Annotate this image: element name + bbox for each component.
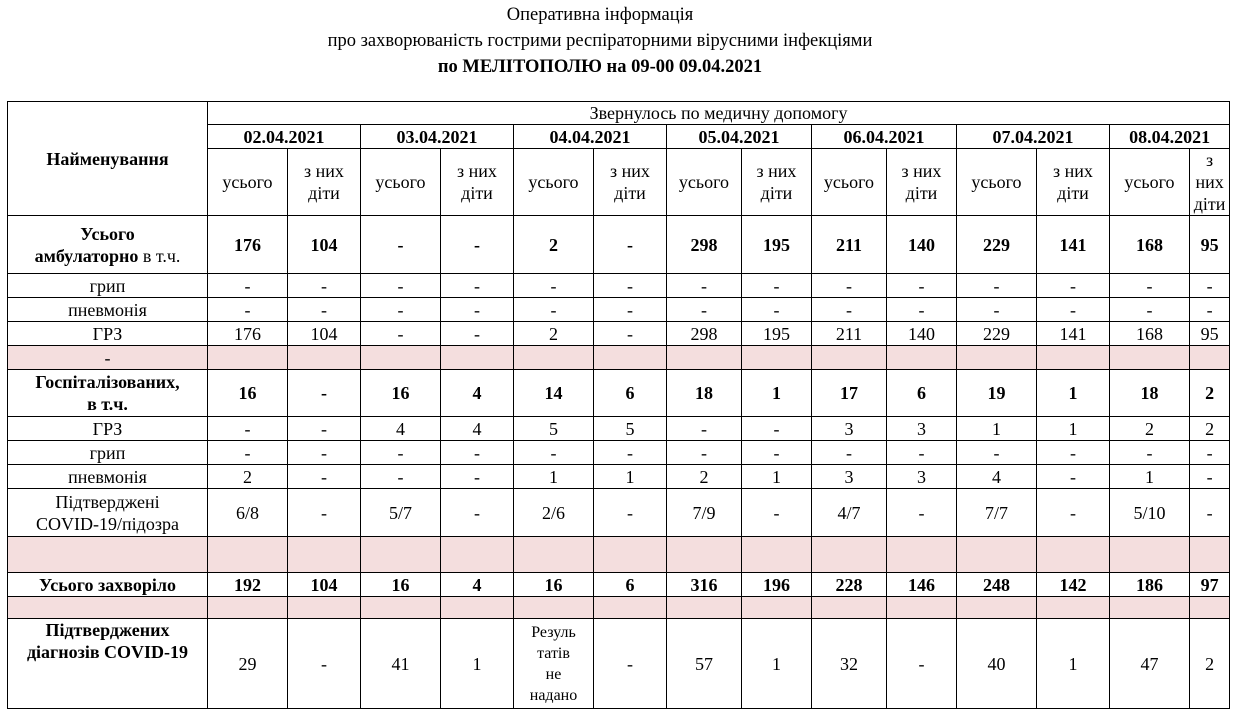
- header-date: 05.04.2021: [667, 125, 812, 149]
- cell-value: 142: [1037, 573, 1110, 597]
- cell-value: -: [594, 489, 667, 537]
- title-line-1: Оперативна інформація: [506, 5, 694, 25]
- header-sub-kids: з них діти: [742, 149, 812, 216]
- cell-value: -: [361, 216, 441, 274]
- cell-value: -: [208, 298, 288, 322]
- cell-value: -: [441, 441, 514, 465]
- cell-note: Резуль татів не надано: [514, 619, 594, 709]
- cell-value: 3: [812, 465, 887, 489]
- cell-value: 97: [1190, 573, 1230, 597]
- cell-value: 168: [1110, 322, 1190, 346]
- cell-value: 41: [361, 619, 441, 709]
- cell-value: -: [594, 298, 667, 322]
- separator-row: [8, 597, 1230, 619]
- cell-value: 228: [812, 573, 887, 597]
- cell-value: 186: [1110, 573, 1190, 597]
- cell-value: 140: [887, 216, 957, 274]
- row-hosp-flu: [8, 441, 1230, 465]
- cell-value: 229: [957, 322, 1037, 346]
- header-date: 04.04.2021: [514, 125, 667, 149]
- row-hosp-covid: [8, 489, 1230, 537]
- cell-value: -: [667, 441, 742, 465]
- cell-value: -: [208, 417, 288, 441]
- row-label: Госпіталізованих, в т.ч.: [8, 370, 208, 417]
- cell-value: 14: [514, 370, 594, 417]
- cell-value: -: [288, 370, 361, 417]
- cell-value: -: [812, 441, 887, 465]
- row-covid-confirmed: [8, 619, 1230, 709]
- cell-value: 1: [1037, 370, 1110, 417]
- cell-value: -: [957, 274, 1037, 298]
- cell-value: 16: [361, 370, 441, 417]
- cell-value: -: [1190, 298, 1230, 322]
- header-date: 07.04.2021: [957, 125, 1110, 149]
- row-hosp-total: [8, 370, 1230, 417]
- cell-value: 2: [514, 216, 594, 274]
- cell-value: 298: [667, 322, 742, 346]
- cell-value: 4: [361, 417, 441, 441]
- header-sub-kids: з них діти: [594, 149, 667, 216]
- header-sub-total: усього: [514, 149, 594, 216]
- cell-value: -: [441, 322, 514, 346]
- row-hosp-grz: [8, 417, 1230, 441]
- header-name-col: Найменування: [8, 102, 208, 216]
- cell-value: -: [1190, 274, 1230, 298]
- header-sub-kids: з них діти: [887, 149, 957, 216]
- cell-value: 2: [1190, 619, 1230, 709]
- row-label: грип: [8, 274, 208, 298]
- cell-value: 16: [361, 573, 441, 597]
- cell-value: 2: [514, 322, 594, 346]
- cell-value: 6: [594, 370, 667, 417]
- cell-value: 1: [957, 417, 1037, 441]
- cell-value: 18: [667, 370, 742, 417]
- cell-value: 146: [887, 573, 957, 597]
- header-group-label: Звернулось по медичну допомогу: [208, 102, 1230, 125]
- cell-value: -: [887, 489, 957, 537]
- cell-value: -: [288, 489, 361, 537]
- cell-value: 196: [742, 573, 812, 597]
- cell-value: -: [594, 322, 667, 346]
- cell-value: -: [441, 489, 514, 537]
- cell-value: 95: [1190, 322, 1230, 346]
- cell-value: 211: [812, 322, 887, 346]
- cell-value: 1: [1110, 465, 1190, 489]
- cell-value: -: [361, 465, 441, 489]
- cell-value: -: [887, 619, 957, 709]
- title-line-3: по МЕЛІТОПОЛЮ на 09-00 09.04.2021: [437, 57, 763, 77]
- cell-value: 1: [1037, 619, 1110, 709]
- cell-value: -: [594, 216, 667, 274]
- cell-value: 1: [742, 619, 812, 709]
- cell-value: -: [594, 619, 667, 709]
- cell-value: 195: [742, 216, 812, 274]
- cell-value: 1: [441, 619, 514, 709]
- cell-value: 2/6: [514, 489, 594, 537]
- cell-value: 140: [887, 322, 957, 346]
- cell-value: -: [742, 274, 812, 298]
- header-date: 02.04.2021: [208, 125, 361, 149]
- row-label: ГРЗ: [8, 417, 208, 441]
- cell-value: 2: [1110, 417, 1190, 441]
- cell-value: 192: [208, 573, 288, 597]
- cell-value: 2: [208, 465, 288, 489]
- cell-value: 168: [1110, 216, 1190, 274]
- cell-value: -: [361, 298, 441, 322]
- row-label: Підтверджених діагнозів COVID-19: [8, 619, 208, 709]
- cell-value: -: [1190, 465, 1230, 489]
- cell-value: 6: [887, 370, 957, 417]
- separator-row: [8, 537, 1230, 573]
- cell-value: 1: [742, 465, 812, 489]
- header-sub-total: усього: [812, 149, 887, 216]
- cell-value: -: [1190, 441, 1230, 465]
- header-sub-total: усього: [1110, 149, 1190, 216]
- cell-value: 7/9: [667, 489, 742, 537]
- cell-value: -: [1037, 441, 1110, 465]
- row-label: грип: [8, 441, 208, 465]
- cell-value: -: [667, 274, 742, 298]
- header-sub-total: усього: [957, 149, 1037, 216]
- cell-value: -: [1190, 489, 1230, 537]
- cell-value: -: [887, 274, 957, 298]
- cell-value: 19: [957, 370, 1037, 417]
- row-hosp-pneumonia: [8, 465, 1230, 489]
- header-sub-kids: з них діти: [1190, 149, 1230, 216]
- cell-value: 7/7: [957, 489, 1037, 537]
- cell-value: -: [1037, 298, 1110, 322]
- cell-value: 104: [288, 216, 361, 274]
- cell-value: -: [441, 216, 514, 274]
- cell-value: -: [667, 417, 742, 441]
- row-label: Усього захворіло: [8, 573, 208, 597]
- cell-value: -: [1110, 298, 1190, 322]
- cell-value: -: [288, 417, 361, 441]
- header-sub-total: усього: [667, 149, 742, 216]
- cell-value: -: [742, 298, 812, 322]
- cell-value: -: [361, 322, 441, 346]
- cell-value: 316: [667, 573, 742, 597]
- cell-value: -: [1037, 274, 1110, 298]
- cell-value: 6: [594, 573, 667, 597]
- cell-value: -: [812, 274, 887, 298]
- cell-value: 5/10: [1110, 489, 1190, 537]
- cell-value: 229: [957, 216, 1037, 274]
- cell-value: 47: [1110, 619, 1190, 709]
- cell-value: -: [887, 298, 957, 322]
- cell-value: -: [288, 619, 361, 709]
- cell-value: -: [742, 417, 812, 441]
- cell-value: 18: [1110, 370, 1190, 417]
- cell-value: 1: [1037, 417, 1110, 441]
- cell-value: -: [208, 274, 288, 298]
- cell-value: 104: [288, 322, 361, 346]
- cell-value: -: [1037, 489, 1110, 537]
- cell-value: 3: [887, 465, 957, 489]
- cell-value: 3: [887, 417, 957, 441]
- cell-value: 2: [667, 465, 742, 489]
- cell-value: -: [1037, 465, 1110, 489]
- cell-value: 3: [812, 417, 887, 441]
- header-sub-kids: з них діти: [1037, 149, 1110, 216]
- cell-value: -: [288, 465, 361, 489]
- cell-value: -: [887, 441, 957, 465]
- row-amb-flu: [8, 274, 1230, 298]
- cell-value: 40: [957, 619, 1037, 709]
- cell-value: 4/7: [812, 489, 887, 537]
- cell-value: -: [1110, 441, 1190, 465]
- cell-value: 4: [441, 573, 514, 597]
- cell-value: 6/8: [208, 489, 288, 537]
- cell-value: 32: [812, 619, 887, 709]
- cell-value: 298: [667, 216, 742, 274]
- cell-value: -: [441, 274, 514, 298]
- row-label: ГРЗ: [8, 322, 208, 346]
- row-label: Підтверджені COVID-19/підозра: [8, 489, 208, 537]
- row-amb-pneumonia: [8, 298, 1230, 322]
- row-total-sick: [8, 573, 1230, 597]
- cell-value: -: [514, 274, 594, 298]
- header-sub-kids: з них діти: [441, 149, 514, 216]
- row-label: пневмонія: [8, 298, 208, 322]
- cell-value: 5: [594, 417, 667, 441]
- header-sub-total: усього: [361, 149, 441, 216]
- cell-value: 248: [957, 573, 1037, 597]
- cell-value: -: [208, 441, 288, 465]
- cell-value: 4: [441, 417, 514, 441]
- cell-value: 141: [1037, 216, 1110, 274]
- title-line-2: про захворюваність гострими респіраторними вірусними інфекціями: [327, 31, 873, 51]
- cell-value: 1: [594, 465, 667, 489]
- cell-value: -: [1110, 274, 1190, 298]
- cell-value: 16: [208, 370, 288, 417]
- row-label: -: [8, 346, 208, 370]
- cell-value: -: [441, 465, 514, 489]
- cell-value: 4: [957, 465, 1037, 489]
- cell-value: -: [361, 441, 441, 465]
- cell-value: -: [742, 441, 812, 465]
- cell-value: 4: [441, 370, 514, 417]
- header-row-group: [8, 102, 1230, 125]
- cell-value: -: [957, 298, 1037, 322]
- cell-value: 17: [812, 370, 887, 417]
- cell-value: -: [514, 298, 594, 322]
- cell-value: -: [288, 274, 361, 298]
- cell-value: -: [667, 298, 742, 322]
- cell-value: 95: [1190, 216, 1230, 274]
- cell-value: -: [514, 441, 594, 465]
- header-date: 08.04.2021: [1110, 125, 1230, 149]
- cell-value: -: [288, 441, 361, 465]
- cell-value: 29: [208, 619, 288, 709]
- cell-value: 57: [667, 619, 742, 709]
- cell-value: 1: [742, 370, 812, 417]
- cell-value: -: [361, 274, 441, 298]
- cell-value: -: [594, 441, 667, 465]
- cell-value: 2: [1190, 370, 1230, 417]
- cell-value: -: [441, 298, 514, 322]
- cell-value: 176: [208, 216, 288, 274]
- cell-value: 16: [514, 573, 594, 597]
- header-sub-kids: з них діти: [288, 149, 361, 216]
- cell-value: -: [957, 441, 1037, 465]
- row-amb-grz: [8, 322, 1230, 346]
- cell-value: 1: [514, 465, 594, 489]
- header-sub-total: усього: [208, 149, 288, 216]
- cell-value: -: [594, 274, 667, 298]
- cell-value: 141: [1037, 322, 1110, 346]
- cell-value: -: [742, 489, 812, 537]
- cell-value: -: [288, 298, 361, 322]
- separator-row: [8, 346, 1230, 370]
- report-table: [7, 101, 1230, 709]
- row-label: Усього амбулаторно в т.ч.: [8, 216, 208, 274]
- cell-value: -: [812, 298, 887, 322]
- cell-value: 176: [208, 322, 288, 346]
- cell-value: 5/7: [361, 489, 441, 537]
- cell-value: 195: [742, 322, 812, 346]
- report-title: [0, 2, 1200, 80]
- cell-value: 2: [1190, 417, 1230, 441]
- cell-value: 211: [812, 216, 887, 274]
- row-amb-total: [8, 216, 1230, 274]
- row-label: пневмонія: [8, 465, 208, 489]
- cell-value: 104: [288, 573, 361, 597]
- header-date: 06.04.2021: [812, 125, 957, 149]
- cell-value: 5: [514, 417, 594, 441]
- header-date: 03.04.2021: [361, 125, 514, 149]
